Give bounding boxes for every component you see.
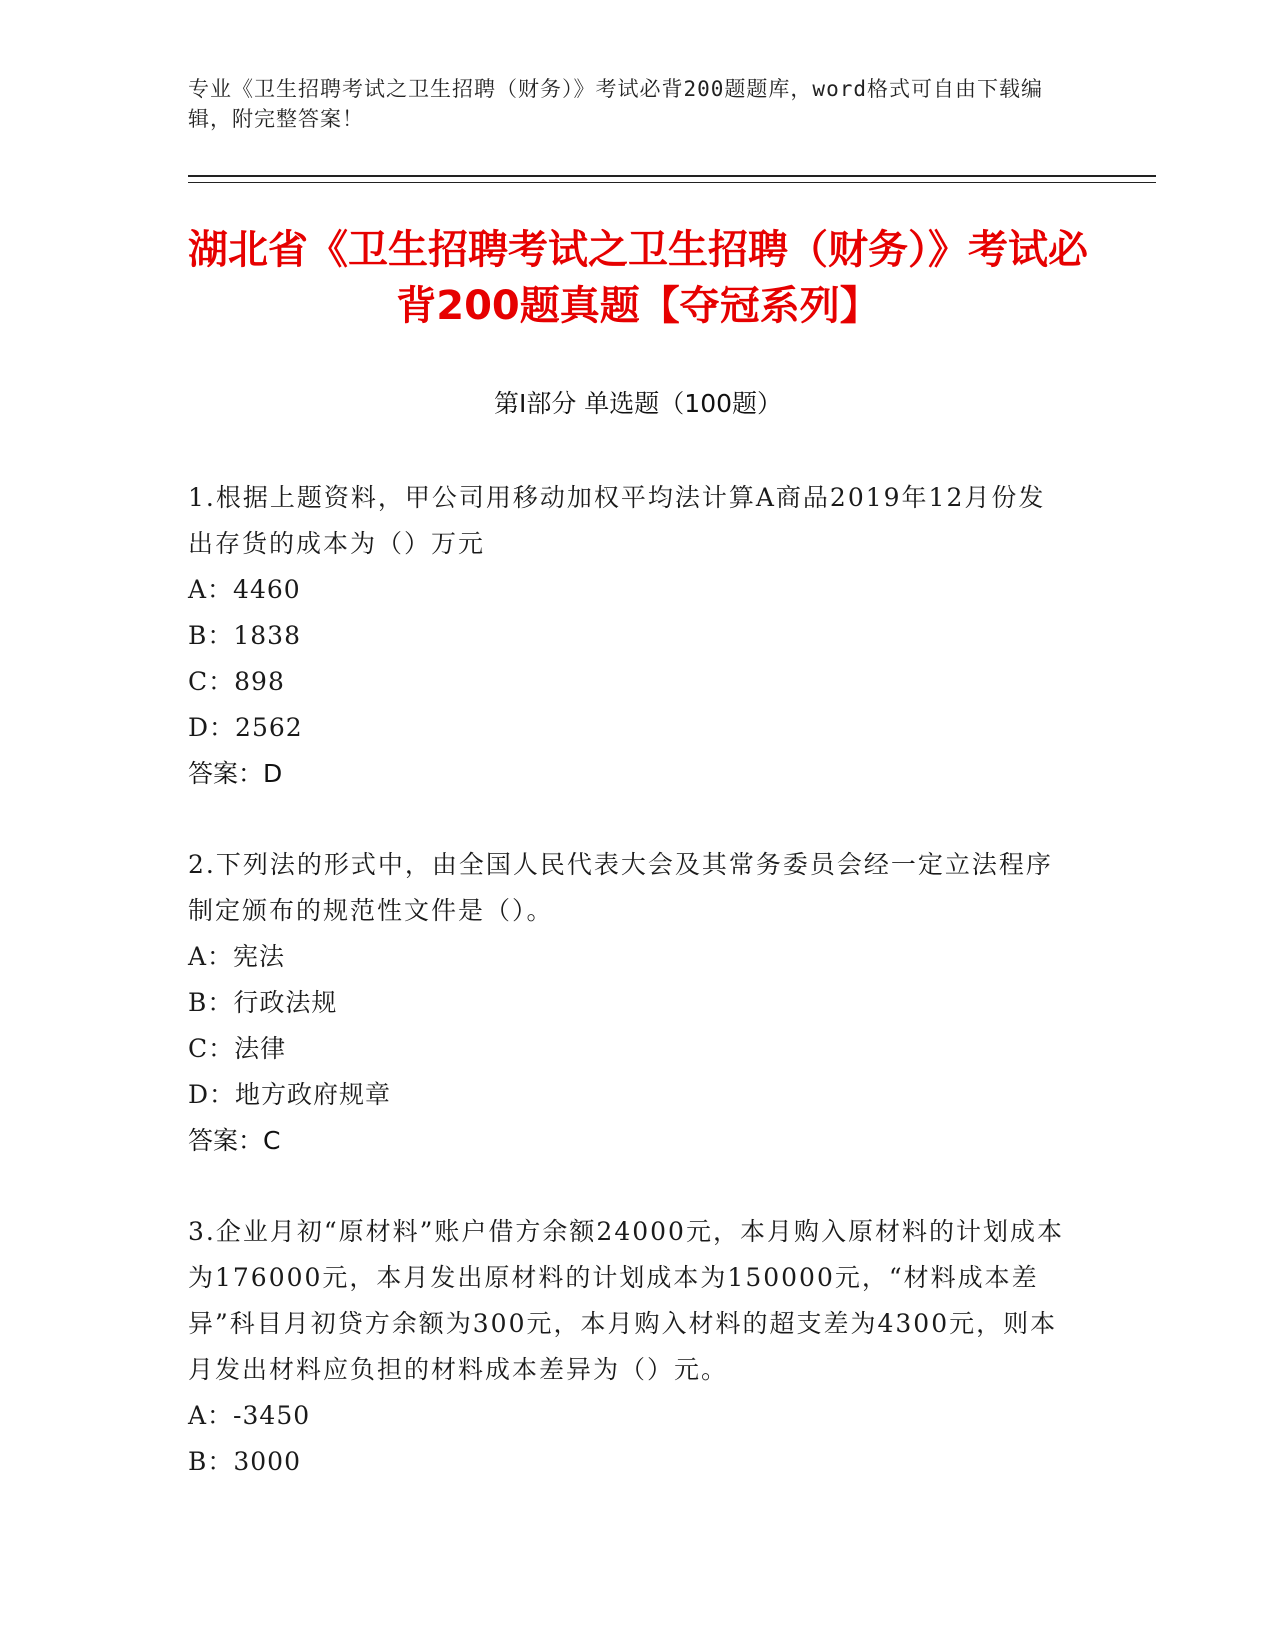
option-a: A：-3450 [188,1401,311,1430]
header-note: 专业《卫生招聘考试之卫生招聘（财务）》考试必背200题题库，word格式可自由下载编辑，附完整答案！ [188,77,1043,131]
question-3 [188,1209,1068,1485]
option-b: B：1838 [188,621,301,650]
header-divider-thin [188,182,1156,183]
question-stem: 2.下列法的形式中，由全国人民代表大会及其常务委员会经一定立法程序制定颁布的规范性文件是（）。 [188,850,1053,925]
option-c: C：法律 [188,1034,287,1063]
option-d: D：2562 [188,713,303,742]
answer: 答案：D [188,759,283,788]
option-b: B：3000 [188,1447,301,1476]
option-b: B：行政法规 [188,988,338,1017]
question-list [188,475,1068,1530]
option-c: C：898 [188,667,285,696]
option-d: D：地方政府规章 [188,1080,392,1109]
question-stem: 1.根据上题资料，甲公司用移动加权平均法计算A商品2019年12月份发出存货的成本为（）万元 [188,483,1046,558]
section-title: 第Ⅰ部分 单选题（100题） [493,389,783,418]
answer: 答案：C [188,1126,281,1155]
document-title: 湖北省《卫生招聘考试之卫生招聘（财务）》考试必背200题真题【夺冠系列】 [188,227,1088,329]
header-divider-thick [188,175,1156,177]
question-stem: 3.企业月初“原材料”账户借方余额24000元，本月购入原材料的计划成本为176000元，本月发出原材料的计划成本为150000元，“材料成本差异”科目月初贷方余额为300元，本月购入材料的超支差为4300元，则本月发出材料应负担的材料成本差异为（）元。 [188,1217,1064,1384]
option-a: A：宪法 [188,942,286,971]
question-1 [188,475,1068,797]
option-a: A：4460 [188,575,301,604]
question-2 [188,842,1068,1164]
